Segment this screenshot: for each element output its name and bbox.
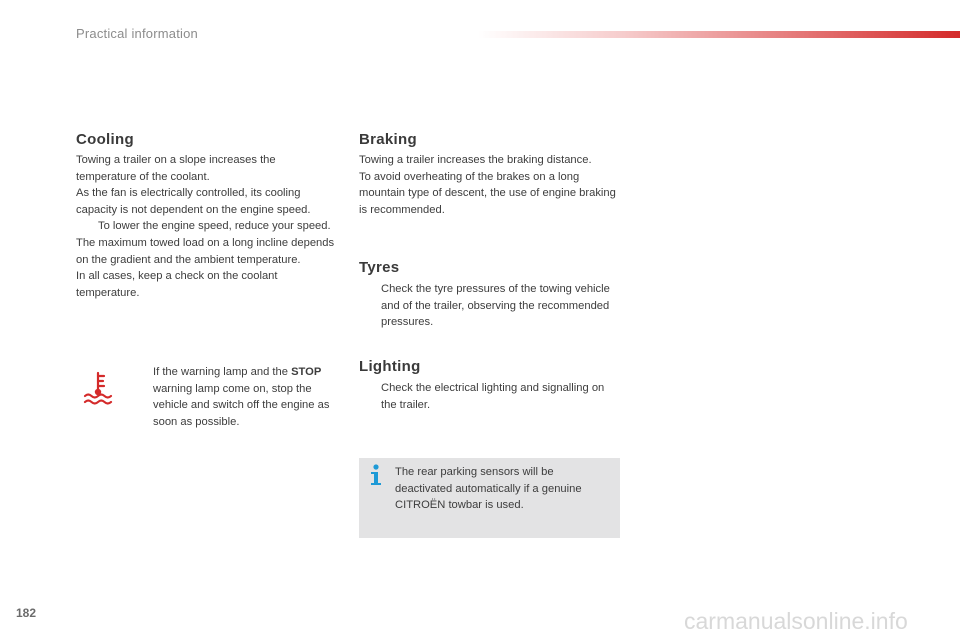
tyres-heading: Tyres <box>359 259 400 276</box>
watermark: carmanualsonline.info <box>684 608 908 634</box>
braking-body <box>359 152 621 218</box>
coolant-temperature-icon <box>83 371 113 405</box>
braking-paragraph-1: Towing a trailer increases the braking distance. <box>359 154 592 166</box>
cooling-bullet <box>76 218 338 235</box>
info-text: The rear parking sensors will be deactivated automatically if a genuine CITROËN towbar is used. <box>395 466 582 512</box>
cooling-paragraph-3: The maximum towed load on a long incline depends on the gradient and the ambient temperature. <box>76 236 335 266</box>
braking-paragraph-2: To avoid overheating of the brakes on a long mountain type of descent, the use of engine braking is recommended. <box>359 170 616 216</box>
warning-text-pre: If the warning lamp and the <box>153 366 288 378</box>
cooling-body <box>76 152 338 301</box>
lighting-bullet <box>359 380 621 413</box>
cooling-bullet-text: To lower the engine speed, reduce your speed. <box>98 220 331 233</box>
page-number: 182 <box>16 606 37 620</box>
tyres-body <box>359 281 617 331</box>
braking-heading: Braking <box>359 131 417 148</box>
cooling-warning-bullet <box>131 364 331 430</box>
info-icon <box>368 464 384 486</box>
warning-text-post: warning lamp come on, stop the vehicle and switch off the engine as soon as possible. <box>153 382 330 428</box>
lighting-body <box>359 380 621 413</box>
cooling-paragraph-2: As the fan is electrically controlled, its cooling capacity is not dependent on the engine speed. <box>76 187 311 216</box>
tyres-bullet-text: Check the tyre pressures of the towing vehicle and of the trailer, observing the recommended pressures. <box>381 283 610 329</box>
header-accent-bar <box>478 31 960 38</box>
cooling-warning <box>131 364 331 430</box>
cooling-paragraph-4: In all cases, keep a check on the coolant temperature. <box>76 270 278 299</box>
lighting-heading: Lighting <box>359 358 421 375</box>
lighting-bullet-text: Check the electrical lighting and signalling on the trailer. <box>381 382 605 411</box>
cooling-paragraph-1: Towing a trailer on a slope increases the temperature of the coolant. <box>76 154 276 183</box>
info-box <box>359 458 620 538</box>
section-title: Practical information <box>76 26 198 41</box>
tyres-bullet <box>359 281 617 331</box>
warning-stop-label: STOP <box>291 366 322 378</box>
cooling-heading: Cooling <box>76 131 134 148</box>
